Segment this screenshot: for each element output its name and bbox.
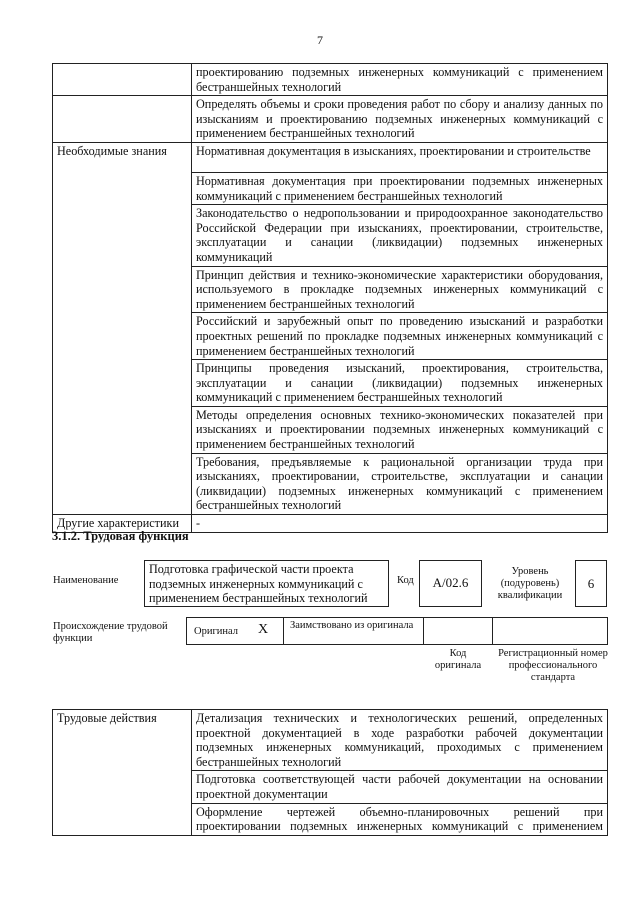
table-row: Нормативная документация в изысканиях, проектировании и строительстве (192, 142, 608, 172)
borrowed-label: Заимствовано из оригинала (290, 620, 414, 631)
origin-divider (492, 617, 493, 645)
table-row: Определять объемы и сроки проведения работ по сбору и анализу данных по изысканиям и проектированию подземных инженерных коммуникаций с применением бестраншейных технологий (192, 96, 608, 143)
table-row: Требования, предъявляемые к рациональной организации труда при изысканиях, проектировании, строительстве, эксплуатации и санации (ликвидации) подземных инженерных коммуникаций с применением бестраншейных технологий (192, 453, 608, 514)
knowledge-label: Необходимые знания (53, 142, 192, 514)
section-heading: 3.1.2. Трудовая функция (52, 529, 189, 543)
labor-actions-table (52, 709, 608, 836)
table-row: Российский и зарубежный опыт по проведению изысканий и разработки проектных решений по прокладке подземных инженерных коммуникаций с применением бестраншейных технологий (192, 313, 608, 360)
other-characteristics-label: Другие характеристики (53, 515, 192, 533)
skills-knowledge-table (52, 63, 608, 533)
table-row: Законодательство о недропользовании и природоохранное законодательство Российской Федерации при изысканиях, проектировании, строительстве, эксплуатации и санации (ликвидации) подземных инженерных коммуникаций (192, 205, 608, 266)
original-label: Оригинал (194, 626, 238, 637)
table-label-cell (53, 96, 192, 143)
original-mark: X (258, 622, 269, 637)
origin-divider (423, 617, 424, 645)
page-number: 7 (317, 33, 323, 47)
other-characteristics-value: - (192, 515, 608, 533)
origin-label: Происхождение трудовой функции (53, 621, 168, 644)
code-caption: Код оригинала (434, 648, 482, 671)
table-row: Оформление чертежей объемно-планировочных решений при проектировании подземных инженерных коммуникаций с применением (192, 803, 608, 835)
table-row: Принцип действия и технико-экономические характеристики оборудования, используемого в прокладке подземных инженерных коммуникаций с применением бестраншейных технологий (192, 266, 608, 313)
table-row: Принципы проведения изысканий, проектирования, строительства, эксплуатации и санации (ликвидации) подземных инженерных коммуникаций с применением бестраншейных технологий (192, 360, 608, 407)
level-label: Уровень (подуровень) квалификации (497, 566, 563, 601)
function-name-box: Подготовка графической части проекта подземных инженерных коммуникаций с применением бестраншейных технологий (144, 560, 389, 607)
table-row: проектированию подземных инженерных коммуникаций с применением бестраншейных технологий (192, 64, 608, 96)
labor-actions-label: Трудовые действия (53, 710, 192, 836)
function-code-box: А/02.6 (419, 560, 482, 607)
table-row: Методы определения основных технико-экономических показателей при изысканиях и проектировании подземных инженерных коммуникаций с применением бестраншейных технологий (192, 406, 608, 453)
table-row: Нормативная документация при проектировании подземных инженерных коммуникаций с применением бестраншейных технологий (192, 172, 608, 204)
code-label: Код (397, 575, 414, 586)
table-label-cell (53, 64, 192, 96)
reg-caption: Регистрационный номер профессионального стандарта (498, 648, 608, 683)
name-label: Наименование (53, 575, 119, 586)
level-value-box: 6 (575, 560, 607, 607)
table-row: Подготовка соответствующей части рабочей документации на основании проектной документации (192, 771, 608, 803)
table-row: Детализация технических и технологических решений, определенных проектной документацией в ходе разработки рабочей документации подземных инженерных коммуникаций, проходимых с применением бестраншейных технологий (192, 710, 608, 771)
origin-divider (283, 617, 284, 645)
